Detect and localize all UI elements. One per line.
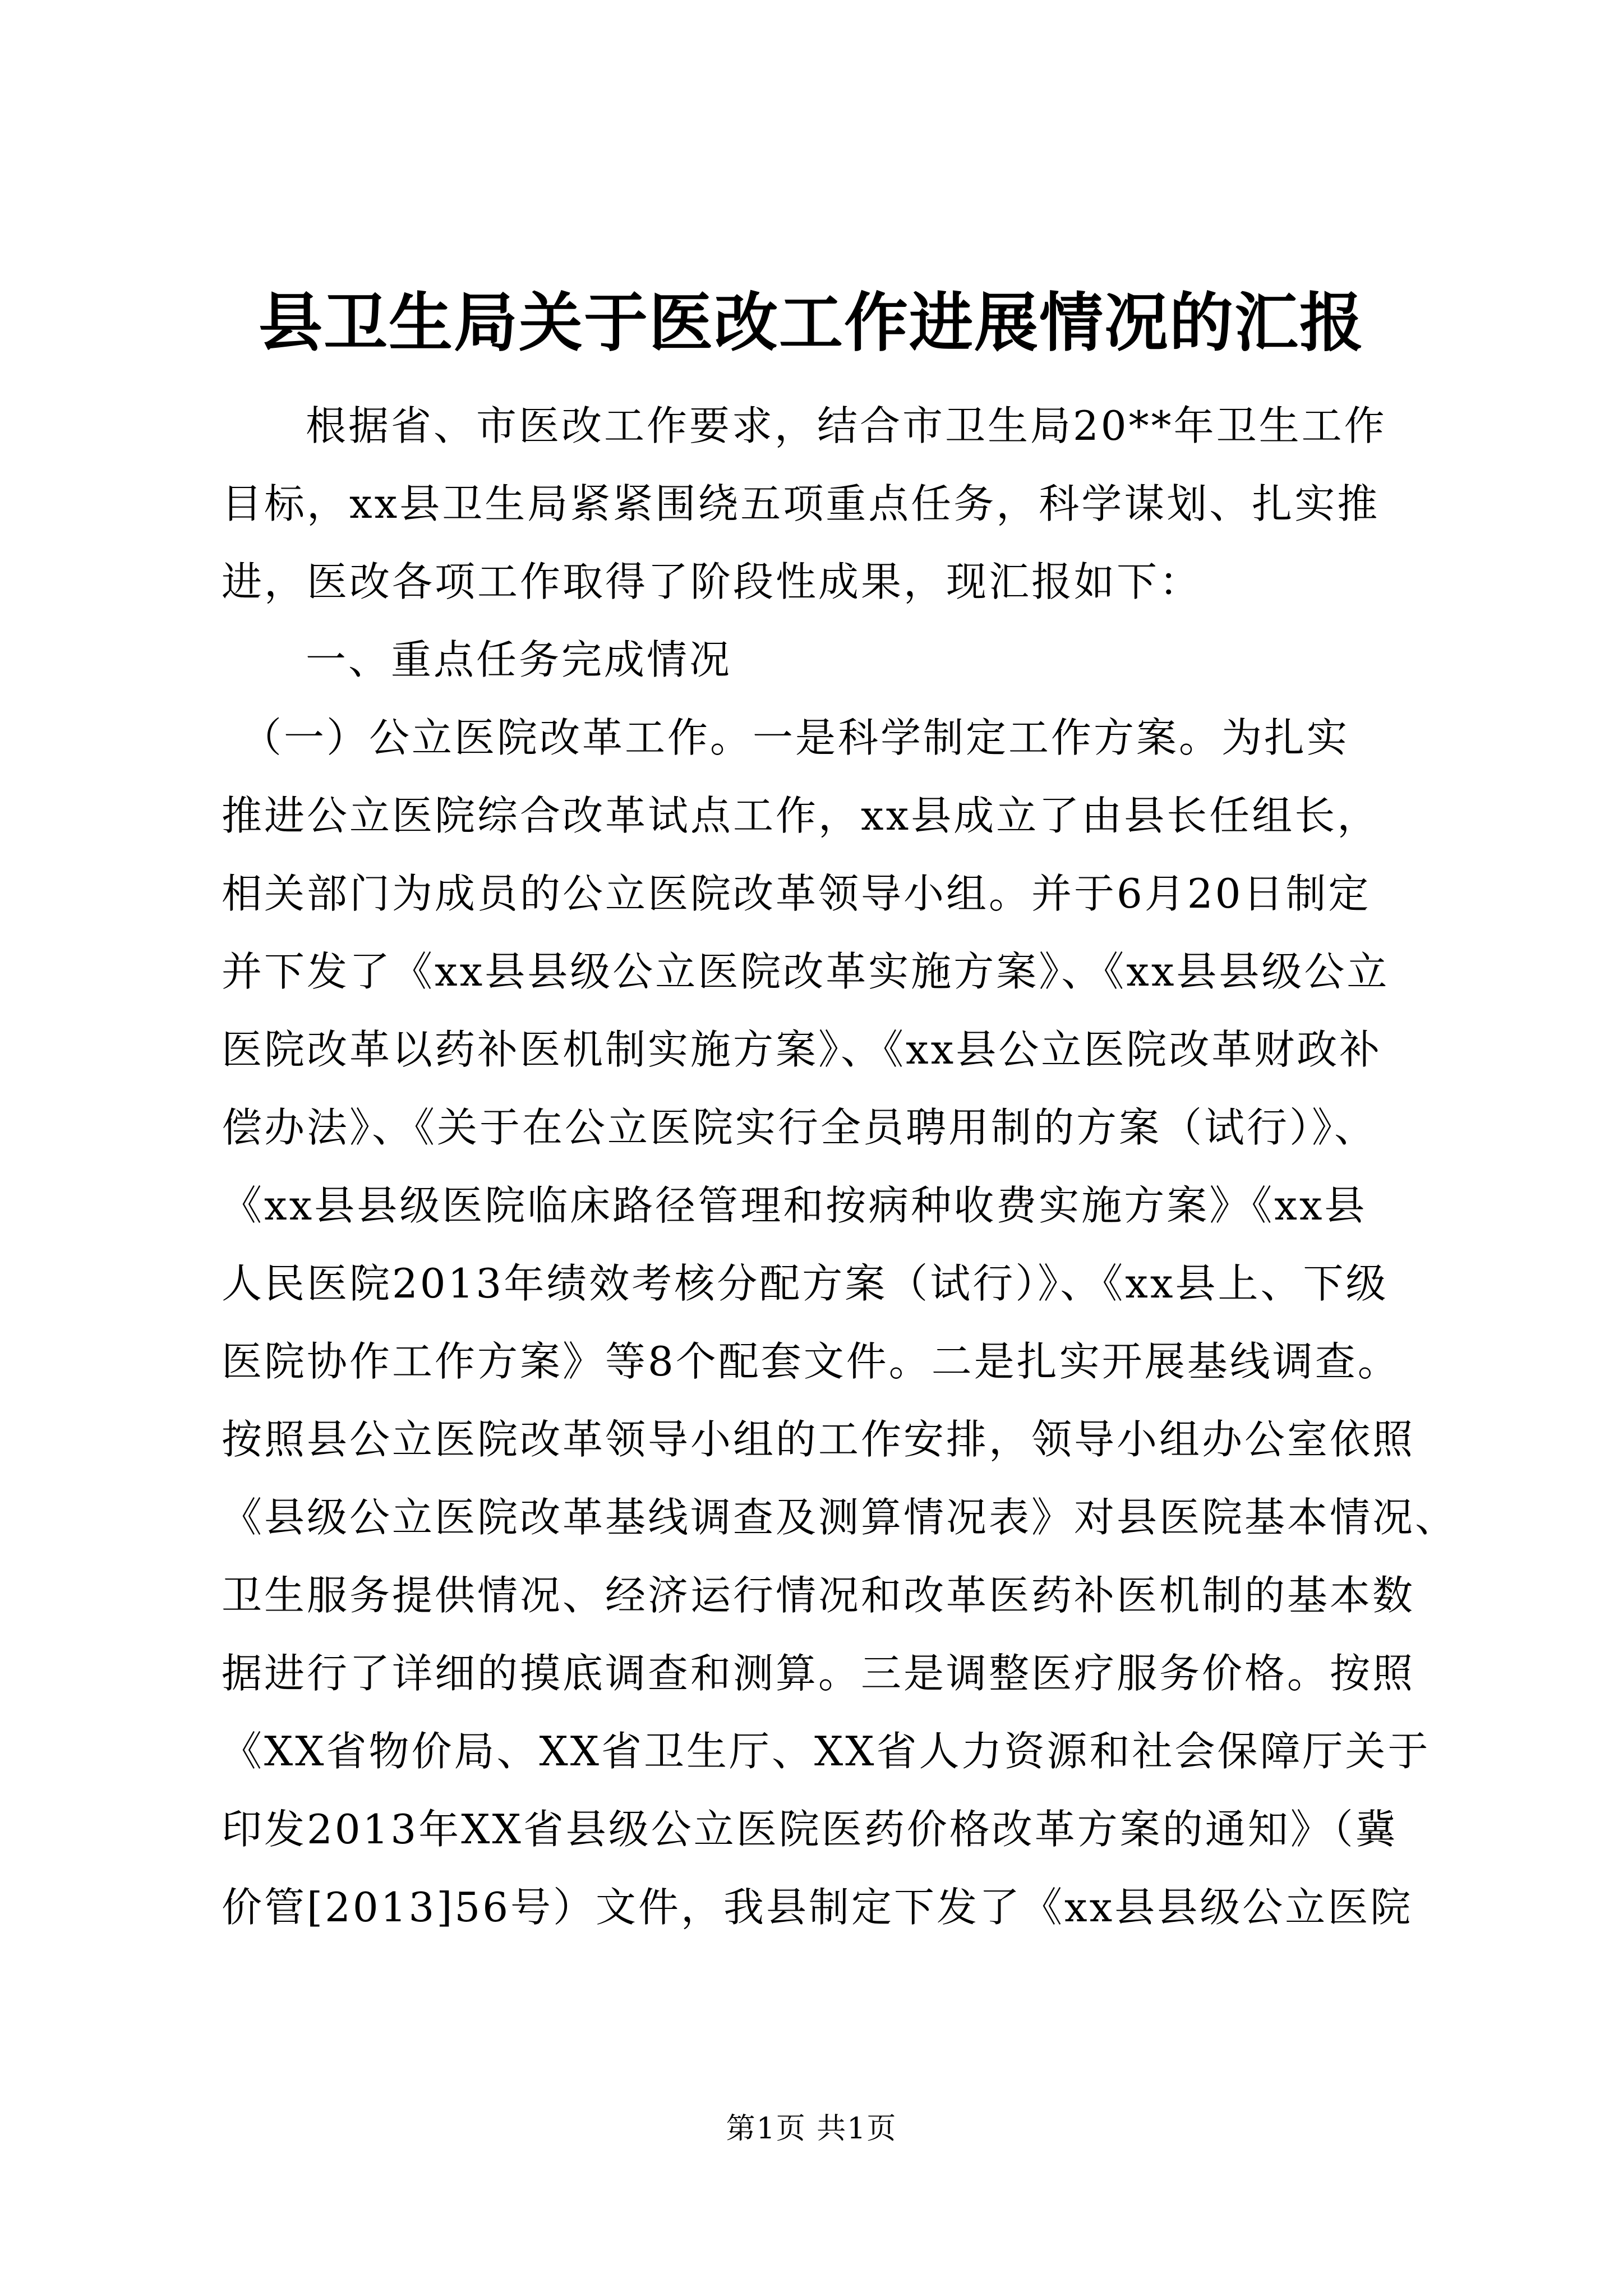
paragraph-line: 价管[2013]56号）文件，我县制定下发了《xx县县级公立医院	[222, 1884, 1413, 1931]
document-body	[222, 387, 1458, 1947]
paragraph-line: 人民医院2013年绩效考核分配方案（试行）》、《xx县上、下级	[222, 1260, 1389, 1307]
paragraph-line: 据进行了详细的摸底调查和测算。三是调整医疗服务价格。按照	[222, 1650, 1415, 1697]
section-heading: 一、重点任务完成情况	[306, 636, 732, 683]
paragraph-line: 卫生服务提供情况、经济运行情况和改革医药补医机制的基本数	[222, 1572, 1415, 1619]
paragraph-line: 相关部门为成员的公立医院改革领导小组。并于6月20日制定	[222, 870, 1371, 917]
paragraph-line: 进，医改各项工作取得了阶段性成果，现汇报如下：	[222, 558, 1202, 605]
paragraph-line: 根据省、市医改工作要求，结合市卫生局20**年卫生工作	[306, 402, 1387, 449]
paragraph-line: 印发2013年XX省县级公立医院医药价格改革方案的通知》（冀	[222, 1806, 1398, 1853]
paragraph-line: 并下发了《xx县县级公立医院改革实施方案》、《xx县县级公立	[222, 948, 1390, 995]
page-footer: 第1页 共1页	[726, 2112, 897, 2146]
paragraph-line: 目标，xx县卫生局紧紧围绕五项重点任务，科学谋划、扎实推	[222, 480, 1380, 527]
paragraph-line: 《县级公立医院改革基线调查及测算情况表》对县医院基本情况、	[222, 1494, 1458, 1541]
paragraph-line: 按照县公立医院改革领导小组的工作安排，领导小组办公室依照	[222, 1416, 1415, 1463]
paragraph-line: 《xx县县级医院临床路径管理和按病种收费实施方案》《xx县	[222, 1182, 1367, 1229]
paragraph-line: 偿办法》、《关于在公立医院实行全员聘用制的方案（试行）》、	[222, 1104, 1377, 1151]
document-title: 县卫生局关于医改工作进展情况的汇报	[258, 285, 1364, 360]
paragraph-line: 《XX省物价局、XX省卫生厅、XX省人力资源和社会保障厅关于	[222, 1728, 1431, 1775]
paragraph-line: 医院协作工作方案》等8个配套文件。二是扎实开展基线调查。	[222, 1338, 1400, 1385]
paragraph-line: 医院改革以药补医机制实施方案》、《xx县公立医院改革财政补	[222, 1026, 1382, 1073]
paragraph-line: （一）公立医院改革工作。一是科学制定工作方案。为扎实	[241, 714, 1350, 761]
paragraph-line: 推进公立医院综合改革试点工作，xx县成立了由县长任组长，	[222, 792, 1380, 839]
